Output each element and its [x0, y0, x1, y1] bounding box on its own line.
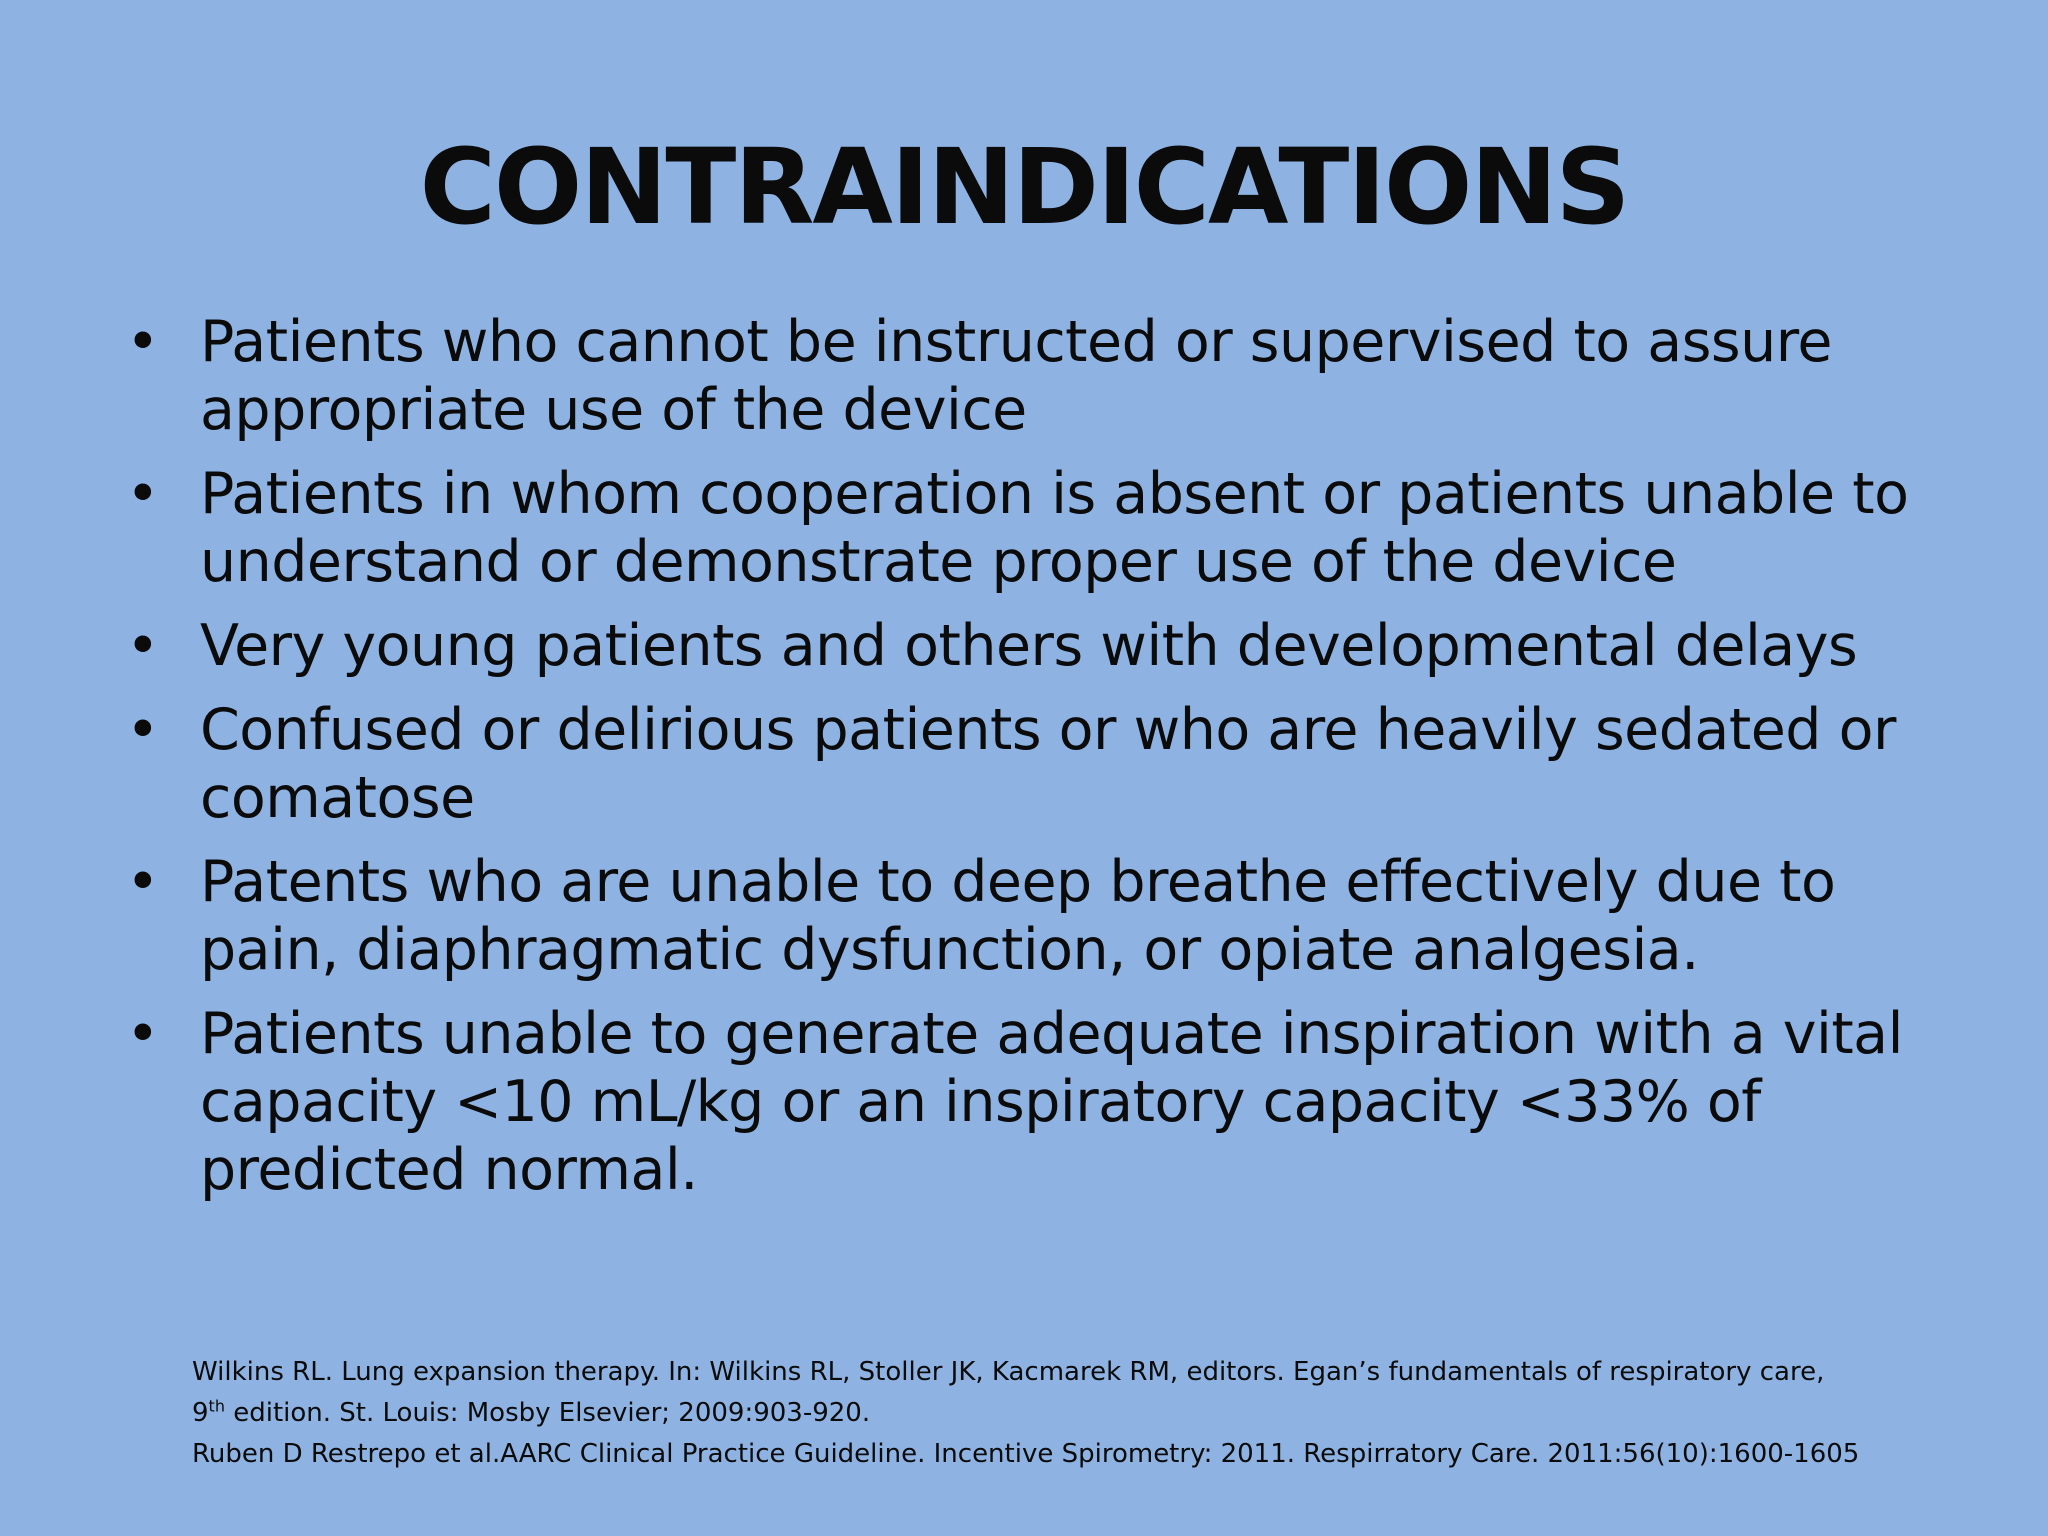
bullet-dot-icon: •: [126, 309, 160, 375]
bullet-dot-icon: •: [126, 1001, 160, 1067]
bullet-item: [118, 848, 1978, 984]
bullet-item: [118, 308, 1978, 444]
reference-1-rest: edition. St. Louis: Mosby Elsevier; 2009:903-920.: [224, 1398, 871, 1428]
references: [192, 1352, 1926, 1475]
bullet-text: Patients unable to generate adequate inspiration with a vital capacity <10 mL/kg or an inspiratory capacity <33% of predicted normal.: [200, 1001, 1903, 1203]
bullet-item: [118, 1000, 1978, 1204]
bullet-item: [118, 612, 1978, 680]
bullet-text: Very young patients and others with developmental delays: [200, 613, 1858, 679]
reference-1: [192, 1352, 1926, 1434]
bullet-dot-icon: •: [126, 461, 160, 527]
reference-1-line-1: Wilkins RL. Lung expansion therapy. In: Wilkins RL, Stoller JK, Kacmarek RM, editors. Egan’s fundamentals of respiratory care,: [192, 1357, 1825, 1387]
reference-1-edition-suffix: th: [208, 1396, 225, 1416]
bullet-item: [118, 696, 1978, 832]
bullet-text: Confused or delirious patients or who are heavily sedated or comatose: [200, 697, 1896, 831]
bullet-text: Patients in whom cooperation is absent or patients unable to understand or demonstrate proper use of the device: [200, 461, 1909, 595]
slide-title: CONTRAINDICATIONS: [419, 126, 1629, 248]
bullet-dot-icon: •: [126, 697, 160, 763]
bullet-dot-icon: •: [126, 849, 160, 915]
reference-1-edition: 9: [192, 1398, 209, 1428]
reference-1-line-2: [192, 1393, 1926, 1434]
bullet-list: [118, 308, 1978, 1220]
bullet-item: [118, 460, 1978, 596]
bullet-text: Patents who are unable to deep breathe effectively due to pain, diaphragmatic dysfunction, or opiate analgesia.: [200, 849, 1836, 983]
reference-2: Ruben D Restrepo et al.AARC Clinical Practice Guideline. Incentive Spirometry: 2011. Respirratory Care. 2011:56(10):1600-1605: [192, 1439, 1860, 1469]
bullet-text: Patients who cannot be instructed or supervised to assure appropriate use of the device: [200, 309, 1832, 443]
bullet-dot-icon: •: [126, 613, 160, 679]
